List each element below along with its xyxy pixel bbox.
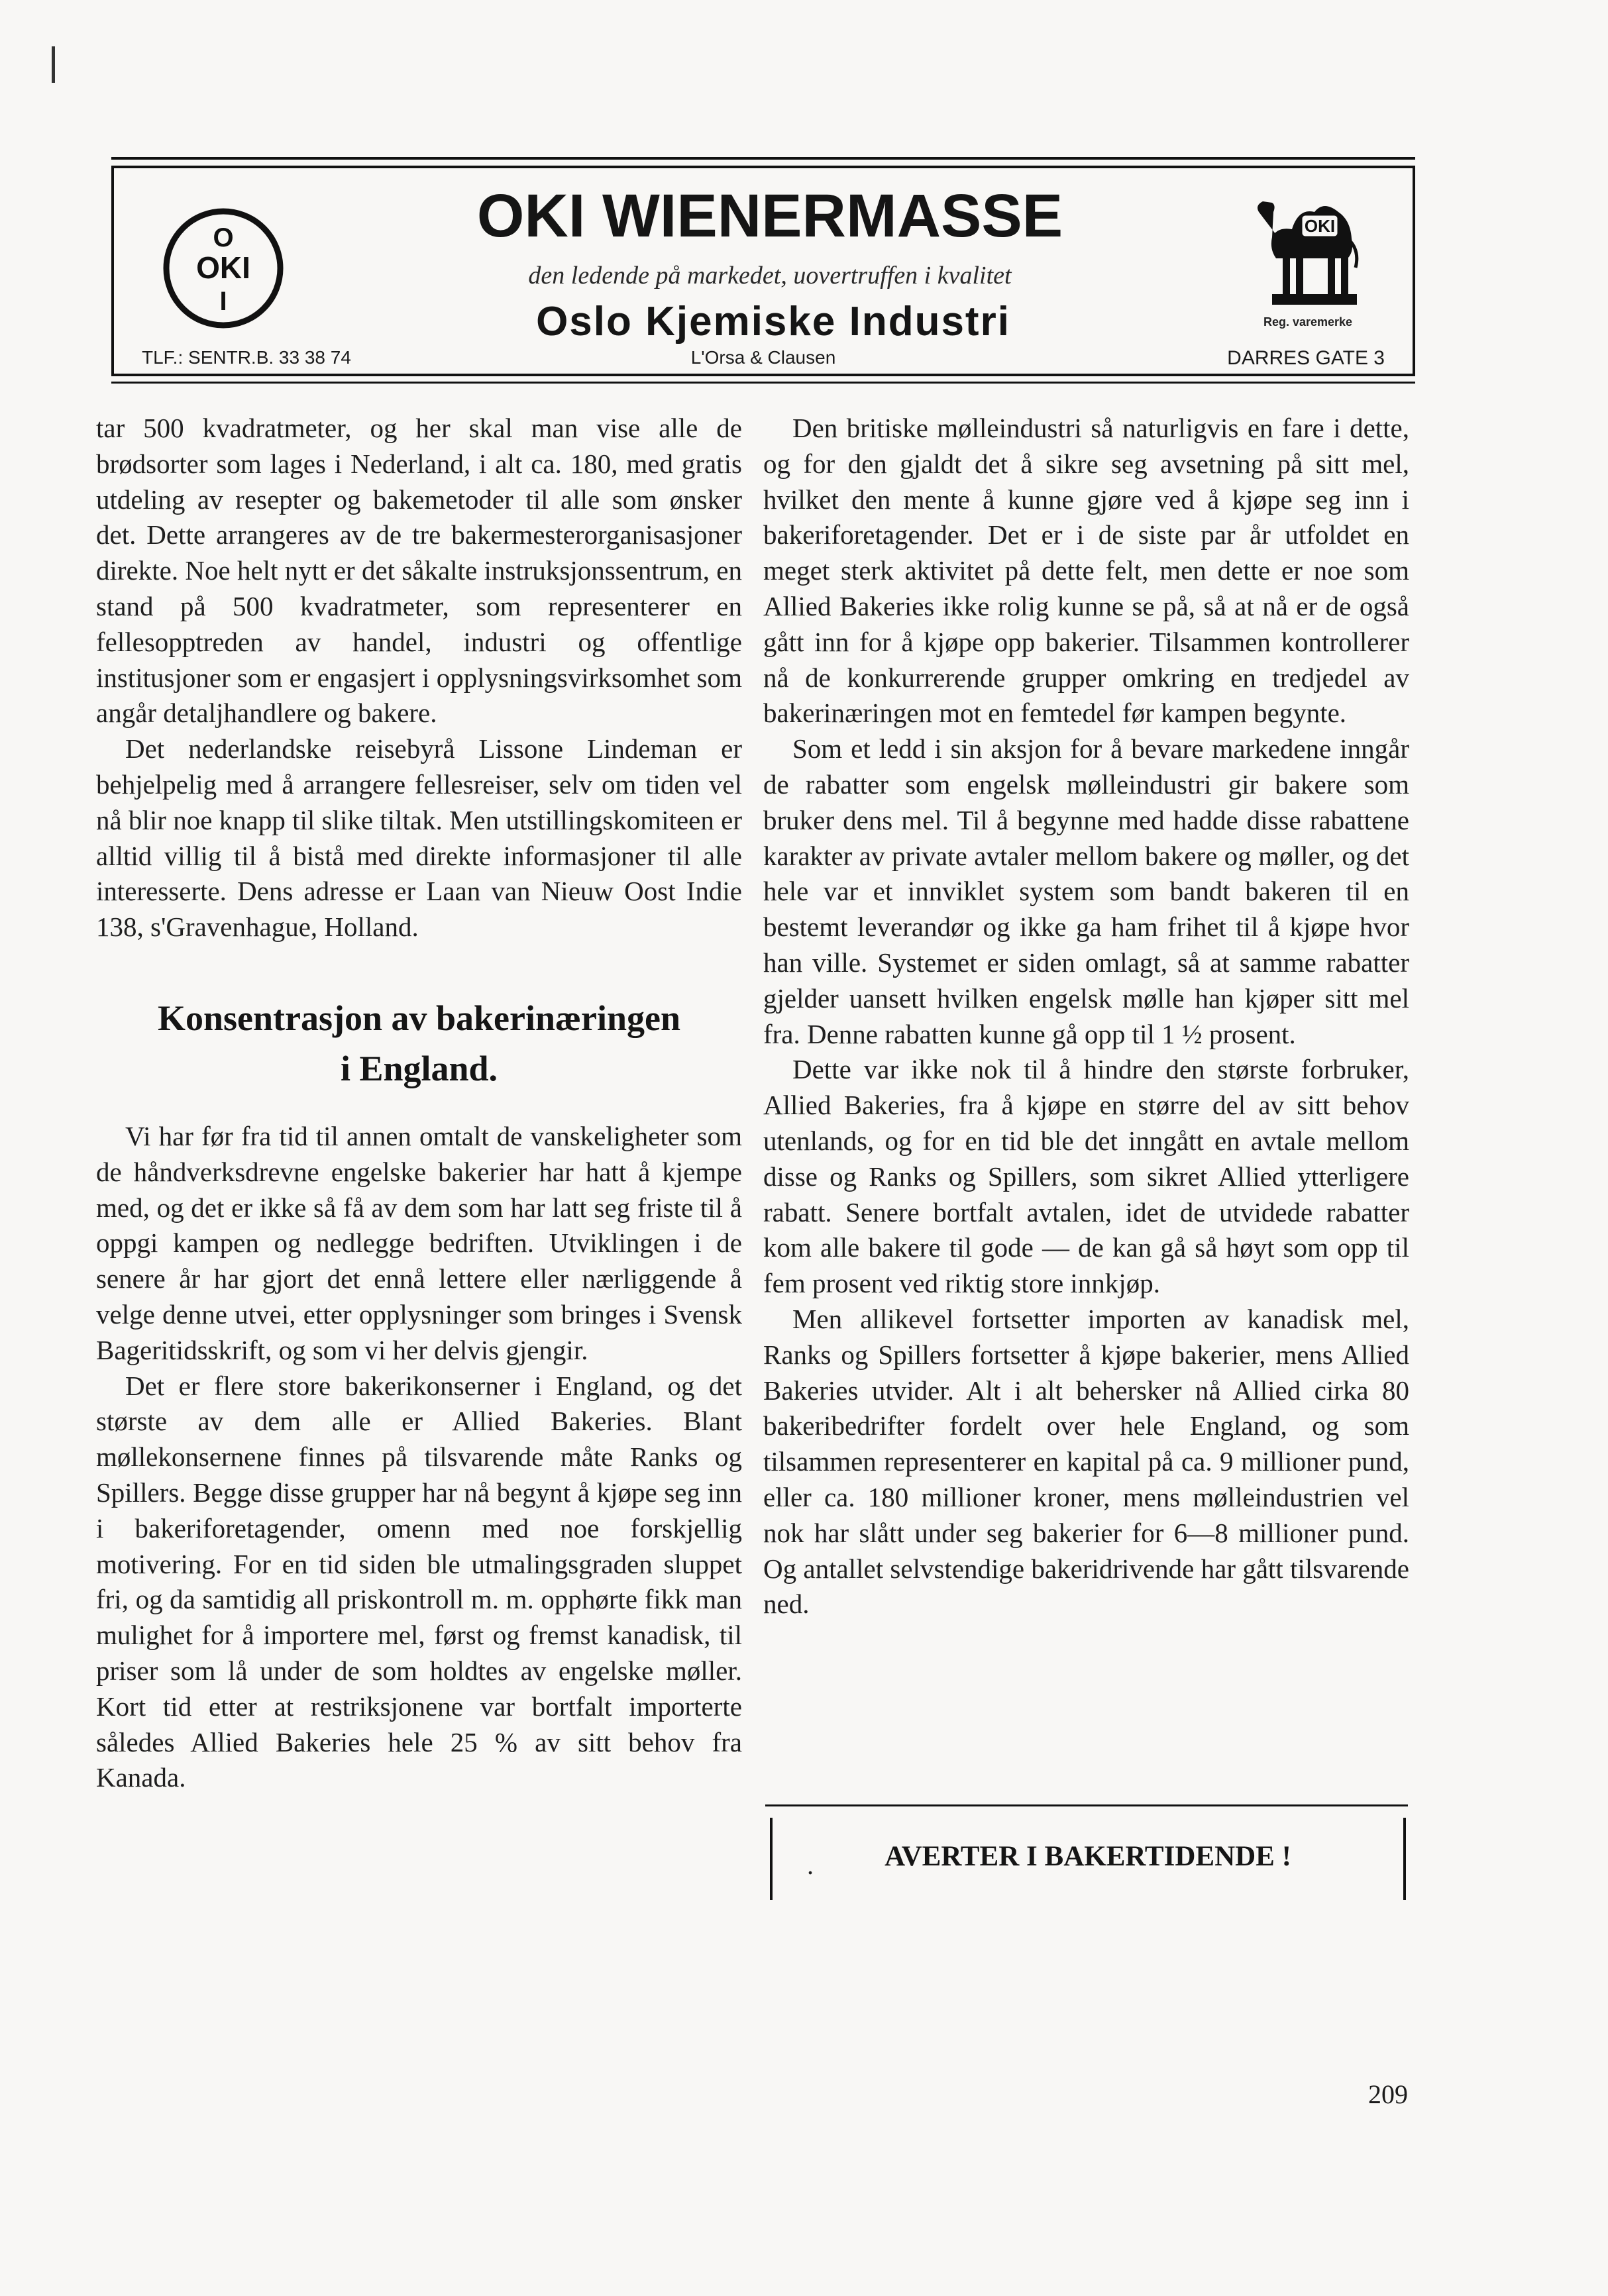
left-paragraph-4: Det er flere store bakerikonserner i England, og det største av dem alle er Allied Bakeries. Blant møllekonsernene finnes på tilsvarende måte Ranks og Spillers. Begge disse grupper har nå begynt å kjøpe seg inn i bakeriforetagender, omenn med noe forskjellig motivering. For en tid siden ble utmalingsgraden sluppet fri, og da samtidig all priskontroll m. m. opphørte fikk man mulighet for å importere mel, først og fremst kanadisk, til priser som lå under de som holdtes av engelske møller. Kort tid etter at restriksjonene var bortfalt importerte således Allied Bakeries hele 25 % av sitt behov fra Kanada.	[96, 1370, 742, 1793]
article-heading-line-2: i England.	[340, 1048, 498, 1088]
right-paragraph-3: Dette var ikke nok til å hindre den største forbruker, Allied Bakeries, fra å kjøpe en større del av sitt behov utenlands, og for en tid ble det inngått en avtale mellom disse og Ranks og Spillers, som sikret Allied ytterligere rabatt. Senere bortfalt avtalen, idet de utvidede rabatter kom alle bakere til gode — de kan gå så høyt som opp til fem prosent ved riktig store innkjøp.	[763, 1054, 1409, 1299]
notice-box	[770, 1818, 1406, 1900]
article-heading-line-1: Konsentrasjon av bakerinæringen	[157, 998, 681, 1038]
left-paragraph-2: Det nederlandske reisebyrå Lissone Lindeman er behjelpelig med å arrangere fellesreiser, selv om tiden vel nå blir noe knapp til slike tiltak. Men utstillingskomiteen er alltid villig til å bistå med direkte informasjoner til alle interesserte. Dens adresse er Laan van Nieuw Oost Indie 138, s'Gravenhague, Holland.	[96, 733, 742, 943]
ad-address: DARRES GATE 3	[1227, 347, 1385, 369]
logo-letter-bottom: I	[219, 287, 227, 316]
advertisement-bottom-rule	[111, 382, 1415, 384]
ad-tagline: den ledende på markedet, uovertruffen i kvalitet	[528, 262, 1012, 289]
advertisement-top-rule	[111, 157, 1415, 160]
ad-product-title: OKI WIENERMASSE	[476, 182, 1063, 250]
ad-owners: L'Orsa & Clausen	[690, 347, 836, 368]
ad-trademark: Reg. varemerke	[1263, 315, 1353, 329]
page-number: 209	[1368, 2079, 1408, 2109]
left-paragraph-1: tar 500 kvadratmeter, og her skal man vise alle de brødsorter som lages i Nederland, i alt ca. 180, med gratis utdeling av resepter og bakemetoder til alle som ønsker det. Dette arrangeres av de tre bakermesterorganisasjoner direkte. Noe helt nytt er det såkalte instruksjonssentrum, en stand på 500 kvadratmeter, som representerer en fellesopptreden av handel, industri og offentlige institusjoner som er engasjert i opplysningsvirksomhet som angår detaljhandlere og bakere.	[96, 413, 742, 729]
article-heading	[96, 993, 742, 1094]
right-paragraph-4: Men allikevel fortsetter importen av kanadisk mel, Ranks og Spillers fortsetter å kjøpe bakerier, mens Allied Bakeries utvider. Alt i alt behersker nå Allied cirka 80 bakeribedrifter fordelt over hele England, og som tilsammen representerer en kapital på ca. 9 millioner pund, eller ca. 180 millioner kroner, mens mølleindustrien vel nok har slått under seg bakerier for 6—8 millioner pund. Og antallet selvstendige bakeridrivende har gått tilsvarende ned.	[763, 1303, 1409, 1620]
right-paragraph-1: Den britiske mølleindustri så naturligvis en fare i dette, og for den gjaldt det å sikre seg avsetning på sitt mel, hvilket den mente å kunne gjøre ved å kjøpe seg inn i bakeriforetagender. Det er i de siste par år utfoldet en meget sterk aktivitet på dette felt, men dette er noe som Allied Bakeries ikke rolig kunne se på, så at nå er de også gått inn for å kjøpe opp bakerier. Tilsammen kontrollerer nå de konkurrerende grupper omkring en tredjedel av bakerinæringen mot en femtedel før kampen begynte.	[763, 413, 1409, 729]
oki-circle-logo-icon	[160, 205, 286, 331]
logo-letter-middle: OKI	[196, 250, 250, 285]
right-paragraph-2: Som et ledd i sin aksjon for å bevare markedene inngår de rabatter som engelsk mølleindustri gir bakere som bruker dens mel. Til å begynne med hadde disse rabattene karakter av private avtaler mellom bakere og møller, og det hele var et innviklet system som bandt bakeren til en bestemt leverandør og ikke ga ham frihet til å kjøpe hvor han ville. Systemet er siden omlagt, så at samme rabatter gjelder uansett hvilken engelsk mølle han kjøper sitt mel fra. Denne rabatten kunne gå opp til 1 ½ prosent.	[763, 733, 1409, 1049]
notice-text: AVERTER I BAKERTIDENDE !	[884, 1841, 1291, 1872]
right-column	[763, 411, 1409, 1622]
left-column	[96, 411, 742, 1796]
left-paragraph-3: Vi har før fra tid til annen omtalt de vanskeligheter som de håndverksdrevne engelske bakerier har hatt å kjempe med, og det er ikke så få av dem som har latt seg friste til å oppgi kampen og nedlegge bedriften. Utviklingen i de senere år har gjort det ennå lettere eller nærliggende å velge denne utvei, etter opplysninger som bringes i Svensk Bageritidsskrift, og som vi her delvis gjengir.	[96, 1120, 742, 1365]
advertisement-box	[111, 166, 1415, 376]
bullet-dot-icon: .	[807, 1850, 814, 1880]
scan-edge-mark	[52, 46, 55, 83]
notice-top-rule	[765, 1804, 1408, 1806]
oki-logo	[160, 205, 286, 335]
camel-icon	[1246, 185, 1365, 315]
camel-trademark	[1246, 185, 1365, 318]
ad-company-name: Oslo Kjemiske Industri	[536, 299, 1010, 344]
ad-phone: TLF.: SENTR.B. 33 38 74	[142, 347, 351, 368]
camel-label: OKI	[1304, 216, 1336, 236]
logo-letter-top: O	[213, 223, 234, 252]
